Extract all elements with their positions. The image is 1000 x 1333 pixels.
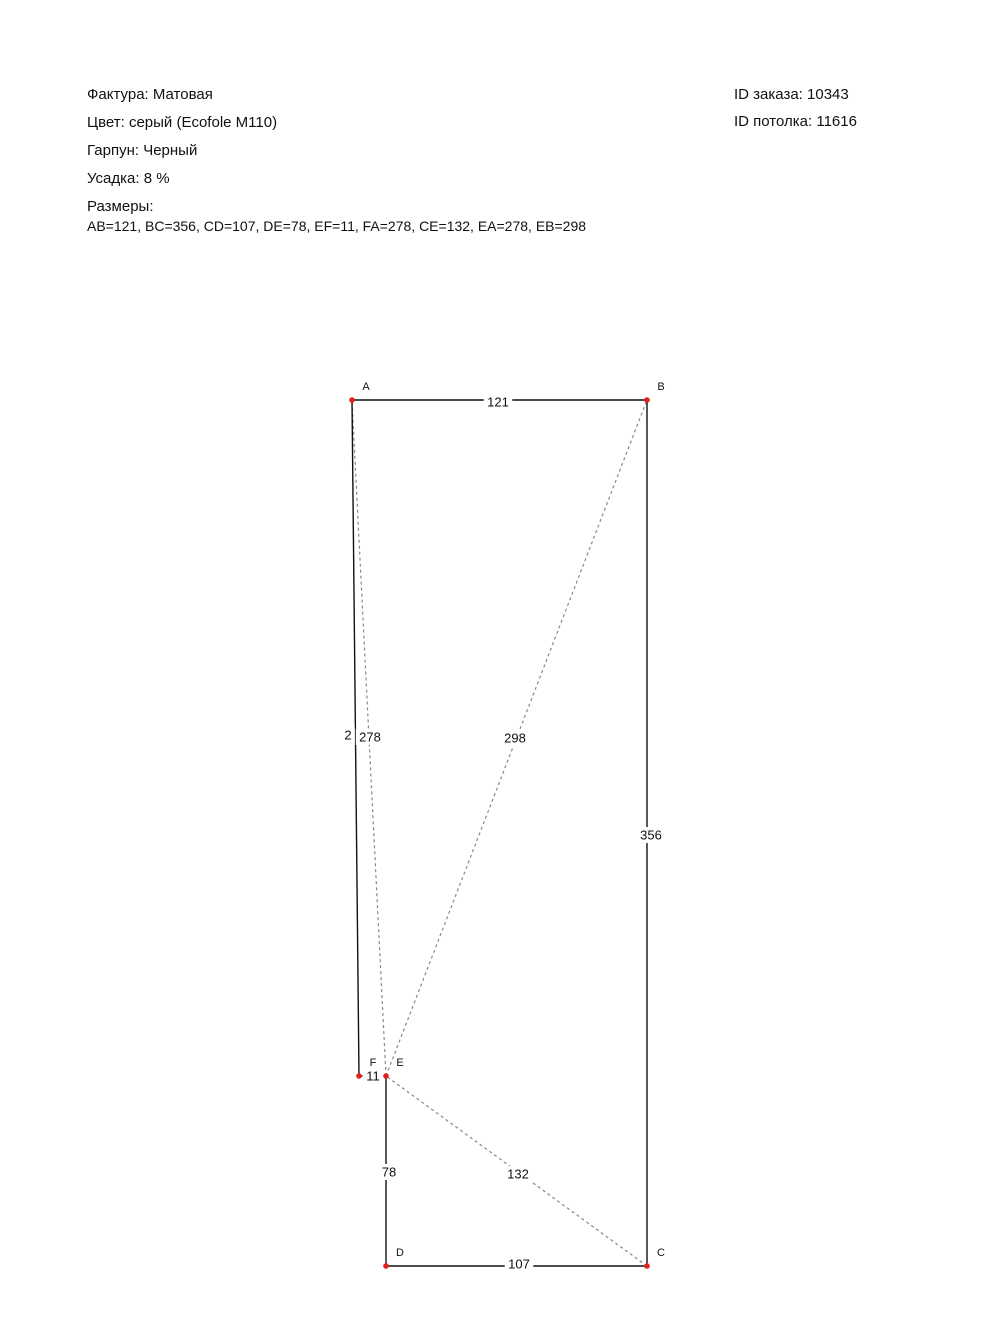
vertex-label-a: A bbox=[362, 381, 370, 393]
color-label: Цвет: bbox=[87, 114, 125, 131]
edge-label-ef bbox=[363, 1068, 384, 1084]
color-value: серый (Ecofole M110) bbox=[128, 114, 278, 131]
shrink-value: 8 % bbox=[143, 170, 170, 187]
ceiling-id-label: ID потолка: bbox=[734, 113, 813, 130]
order-id-value: 10343 bbox=[807, 86, 849, 103]
vertex-d bbox=[383, 1263, 389, 1269]
vertex-label-d: D bbox=[396, 1247, 404, 1259]
ceiling-id-value: 11616 bbox=[816, 113, 857, 130]
vertex-b bbox=[644, 397, 650, 403]
vertex-label-f: F bbox=[369, 1057, 377, 1069]
order-id-label: ID заказа: bbox=[734, 86, 803, 103]
edge-label-fa bbox=[341, 727, 355, 743]
edge-length-ef: 11 bbox=[366, 1068, 380, 1084]
vertex-e bbox=[383, 1073, 389, 1079]
diagonal-label-eb bbox=[501, 730, 530, 746]
diagonal-label-ea bbox=[356, 729, 385, 745]
vertex-a bbox=[349, 397, 355, 403]
diagonal-length-ea: 278 bbox=[359, 729, 381, 745]
edge-label-cd bbox=[505, 1256, 534, 1272]
edge-label-de bbox=[379, 1164, 400, 1180]
vertex-label-e: E bbox=[396, 1057, 404, 1069]
edge-length-bc: 356 bbox=[640, 827, 662, 843]
vertex-label-b: B bbox=[657, 381, 665, 393]
edge-length-fa: 2 bbox=[344, 727, 352, 743]
diagonal-label-ce bbox=[504, 1166, 533, 1182]
edge-length-cd: 107 bbox=[508, 1256, 530, 1272]
texture-value: Матовая bbox=[152, 86, 213, 103]
vertex-f bbox=[356, 1073, 362, 1079]
diagonal-length-eb: 298 bbox=[504, 730, 526, 746]
sizes-label: Размеры: bbox=[87, 198, 154, 215]
vertex-label-c: C bbox=[657, 1247, 665, 1259]
shrink-label: Усадка: bbox=[87, 170, 140, 187]
vertex-c bbox=[644, 1263, 650, 1269]
harpoon-value: Черный bbox=[143, 142, 198, 159]
edge-length-de: 78 bbox=[381, 1164, 397, 1180]
edge-length-ab: 121 bbox=[487, 394, 509, 410]
edge-label-bc bbox=[637, 827, 666, 843]
edge-label-ab bbox=[484, 394, 513, 410]
harpoon-label: Гарпун: bbox=[87, 142, 140, 159]
diagonal-length-ce: 132 bbox=[507, 1166, 529, 1182]
texture-label: Фактура: bbox=[87, 86, 149, 103]
sizes-value: AB=121, BC=356, CD=107, DE=78, EF=11, FA=278, CE=132, EA=278, EB=298 bbox=[87, 218, 587, 234]
